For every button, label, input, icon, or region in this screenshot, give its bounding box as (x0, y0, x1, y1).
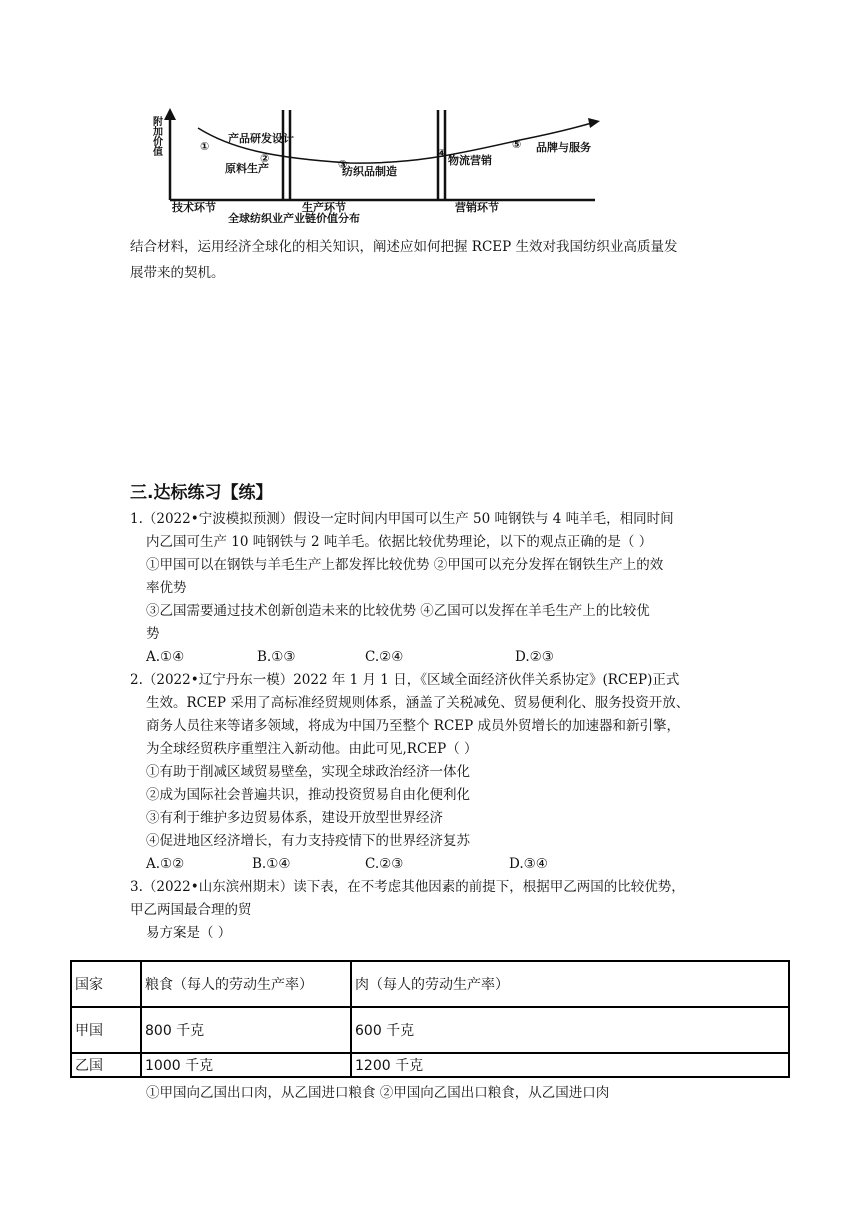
q2-line-7: ③有利于维护多边贸易体系，建设开放型世界经济 (146, 810, 443, 826)
q3-after-table: ①甲国向乙国出口肉，从乙国进口粮食 ②甲国向乙国出口粮食，从乙国进口肉 (146, 1085, 610, 1101)
q1-line-3: ①甲国可以在钢铁与羊毛生产上都发挥比较优势 ②甲国可以充分发挥在钢铁生产上的效 (146, 557, 664, 573)
q2-line-1: 2.（2022•辽宁丹东一模）2022 年 1 月 1 日，《区域全面经济伙伴关系协定》(RCEP)正式 (130, 672, 680, 688)
q2-line-2: 生效。RCEP 采用了高标准经贸规则体系，涵盖了关税减免、贸易便利化、服务投资开放、 (146, 695, 690, 711)
table-cell: 乙国 (71, 1053, 141, 1077)
q2-line-8: ④促进地区经济增长，有力支持疫情下的世界经济复苏 (146, 833, 470, 849)
point-2-num: ② (260, 152, 270, 165)
figure-caption: 全球纺织业产业链价值分布 (228, 212, 360, 223)
q1-option-a[interactable]: A.①④ (146, 649, 185, 665)
q2-option-b[interactable]: B.①④ (252, 856, 291, 872)
q3-line-2: 甲乙两国最合理的贸 (130, 902, 252, 918)
point-3-label: 纺织品制造 (342, 165, 397, 178)
q2-option-c[interactable]: C.②③ (365, 856, 404, 872)
y-axis-arrow (164, 108, 176, 120)
table-header-cell: 国家 (71, 961, 141, 1007)
q1-line-4: 率优势 (146, 580, 187, 596)
table-cell: 1000 千克 (141, 1053, 351, 1077)
point-5-num: ⑤ (512, 138, 522, 151)
x-label-tech: 技术环节 (172, 201, 216, 214)
value-chain-figure (130, 108, 650, 223)
q2-line-6: ②成为国际社会普遍共识，推动投资贸易自由化便利化 (146, 787, 470, 803)
table-row (71, 1007, 789, 1053)
q3-line-3: 易方案是（ ） (146, 925, 232, 941)
point-1-num: ① (200, 140, 210, 153)
y-axis-label: 附加价值 (150, 116, 162, 156)
intro-line-2: 展带来的契机。 (130, 265, 225, 281)
table-row (71, 1053, 789, 1077)
table-header-cell: 肉（每人的劳动生产率） (351, 961, 789, 1007)
intro-line-1: 结合材料，运用经济全球化的相关知识，阐述应如何把握 RCEP 生效对我国纺织业高质量发 (130, 239, 678, 255)
q1-line-1: 1.（2022•宁波模拟预测）假设一定时间内甲国可以生产 50 吨钢铁与 4 吨羊毛，相同时间 (130, 511, 674, 527)
table-cell: 1200 千克 (351, 1053, 789, 1077)
q2-option-d[interactable]: D.③④ (509, 856, 548, 872)
q2-line-5: ①有助于削减区域贸易壁垒，实现全球政治经济一体化 (146, 764, 470, 780)
point-4-num: ④ (437, 147, 447, 160)
table-cell: 600 千克 (351, 1007, 789, 1053)
q3-line-1: 3.（2022•山东滨州期末）读下表，在不考虑其他因素的前提下，根据甲乙两国的比较优势， (130, 879, 685, 895)
table-cell: 800 千克 (141, 1007, 351, 1053)
table-cell: 甲国 (71, 1007, 141, 1053)
productivity-table (70, 960, 790, 1078)
q1-line-2: 内乙国可生产 10 吨钢铁与 2 吨羊毛。依据比较优势理论，以下的观点正确的是（ ） (146, 534, 653, 550)
q1-line-5: ③乙国需要通过技术创新创造未来的比较优势 ④乙国可以发挥在羊毛生产上的比较优 (146, 603, 650, 619)
q1-line-6: 势 (146, 626, 160, 642)
q2-option-a[interactable]: A.①② (146, 856, 185, 872)
section-title: 三.达标练习【练】 (130, 483, 273, 503)
q1-option-b[interactable]: B.①③ (257, 649, 296, 665)
point-3-num: ③ (338, 158, 348, 171)
q1-option-c[interactable]: C.②④ (365, 649, 404, 665)
q2-line-4: 为全球经贸秩序重塑注入新动他。由此可见,RCEP（ ） (146, 741, 478, 757)
q1-option-d[interactable]: D.②③ (515, 649, 554, 665)
table-header-cell: 粮食（每人的劳动生产率） (141, 961, 351, 1007)
point-2-label: 原料生产 (225, 162, 269, 175)
x-label-marketing: 营销环节 (455, 201, 499, 214)
point-5-label: 品牌与服务 (536, 141, 591, 154)
x-label-production: 生产环节 (302, 201, 346, 214)
point-1-label: 产品研发设计 (228, 132, 294, 145)
q2-line-3: 商务人员往来等诸多领域，将成为中国乃至整个 RCEP 成员外贸增长的加速器和新引擎， (146, 718, 681, 734)
table-header-row (71, 961, 789, 1007)
point-4-label: 物流营销 (448, 154, 492, 167)
curve-arrow (588, 118, 600, 128)
